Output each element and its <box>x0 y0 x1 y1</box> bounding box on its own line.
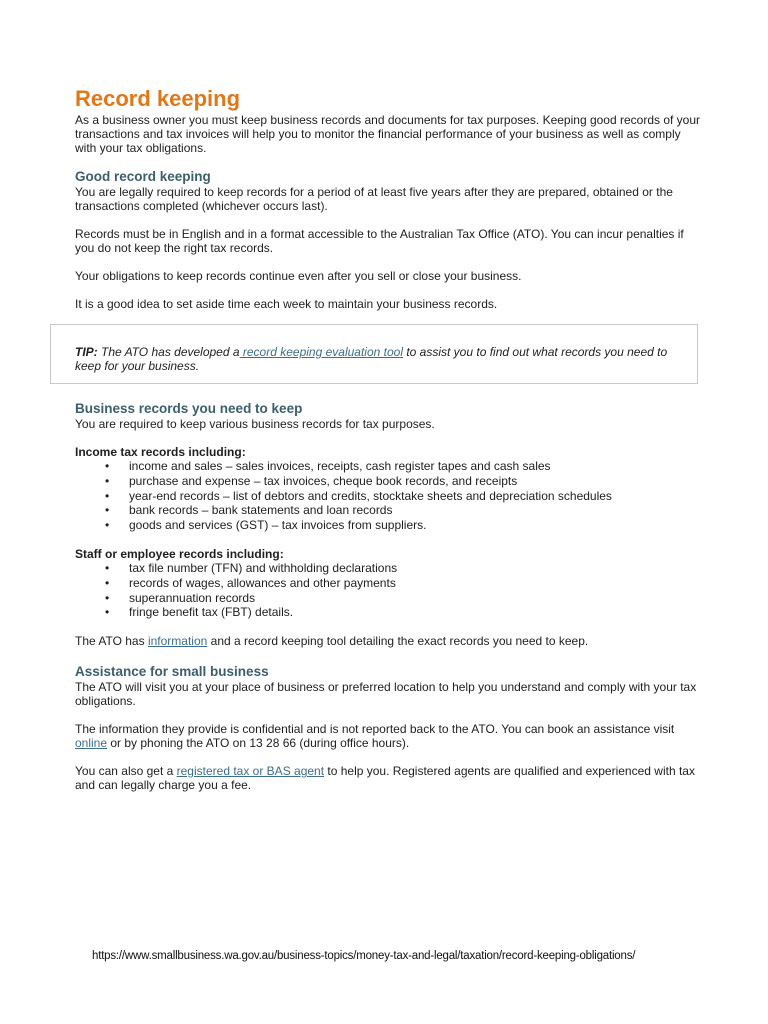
list-item: • superannuation records <box>75 591 705 606</box>
tip-text <box>75 345 675 373</box>
good-paragraph-1: You are legally required to keep records for a period of at least five years after they are prepared, obtained or the transactions completed (whichever occurs last). <box>75 185 673 213</box>
assist-paragraph-2 <box>75 722 705 750</box>
list-item: • tax file number (TFN) and withholding declarations <box>75 561 705 576</box>
list-item: • records of wages, allowances and other payments <box>75 576 705 591</box>
good-paragraph-3: Your obligations to keep records continue even after you sell or close your business. <box>75 269 522 283</box>
records-intro: You are required to keep various business records for tax purposes. <box>75 417 435 431</box>
ato-information-paragraph <box>75 634 705 648</box>
list-item: • purchase and expense – tax invoices, cheque book records, and receipts <box>75 474 705 489</box>
page-title: Record keeping <box>75 86 241 111</box>
assist-p3-after: to help you. Registered agents are qualified and experienced with tax and can legally charge you a fee. <box>75 764 695 793</box>
ato-text-after: and a record keeping tool detailing the exact records you need to keep. <box>207 634 589 649</box>
list-item: • bank records – bank statements and loan records <box>75 503 705 518</box>
online-link[interactable]: online <box>75 736 108 751</box>
intro-paragraph: As a business owner you must keep business records and documents for tax purposes. Keeping good records of your transactions and tax invoices will help you to monitor the financial performance of your business as well as comply with your tax obligations. <box>75 113 701 155</box>
list-item: • goods and services (GST) – tax invoices from suppliers. <box>75 518 705 533</box>
good-record-keeping-heading: Good record keeping <box>75 169 211 184</box>
assist-p2-before: The information they provide is confidential and is not reported back to the ATO. You can book an assistance visit <box>75 722 675 737</box>
ato-text-before: The ATO has <box>75 634 148 649</box>
information-link[interactable]: information <box>147 634 208 649</box>
assist-p2-after: or by phoning the ATO on 13 28 66 (during office hours). <box>107 736 410 751</box>
registered-agent-link[interactable]: registered tax or BAS agent <box>176 764 325 779</box>
assist-paragraph-1: The ATO will visit you at your place of business or preferred location to help you understand and comply with your tax obligations. <box>75 680 697 709</box>
tip-box <box>50 324 698 384</box>
business-records-heading: Business records you need to keep <box>75 401 303 416</box>
income-records-list <box>75 459 705 533</box>
good-paragraph-2: Records must be in English and in a format accessible to the Australian Tax Office (ATO). You can incur penalties if you do not keep the right tax records. <box>75 227 684 255</box>
income-records-heading: Income tax records including: <box>75 445 246 459</box>
list-item: • fringe benefit tax (FBT) details. <box>75 605 705 620</box>
tip-text-after: to assist you to find out what records you need to keep for your business. <box>75 345 668 373</box>
assistance-heading: Assistance for small business <box>75 664 269 680</box>
tip-label: TIP: <box>75 345 98 359</box>
staff-records-heading: Staff or employee records including: <box>75 546 284 561</box>
list-item: • income and sales – sales invoices, receipts, cash register tapes and cash sales <box>75 459 705 474</box>
source-url: https://www.smallbusiness.wa.gov.au/business-topics/money-tax-and-legal/taxation/record-keeping-obligations/ <box>92 950 636 962</box>
assist-p3-before: You can also get a <box>75 764 177 779</box>
list-item: • year-end records – list of debtors and credits, stocktake sheets and depreciation schedules <box>75 489 705 504</box>
document-body <box>75 85 705 311</box>
record-keeping-evaluation-tool-link[interactable]: record keeping evaluation tool <box>239 345 403 359</box>
good-paragraph-4: It is a good idea to set aside time each week to maintain your business records. <box>75 297 498 311</box>
assist-paragraph-3 <box>75 764 705 792</box>
staff-records-list <box>75 561 705 620</box>
records-section <box>75 401 705 792</box>
tip-text-before: The ATO has developed a <box>97 345 240 359</box>
